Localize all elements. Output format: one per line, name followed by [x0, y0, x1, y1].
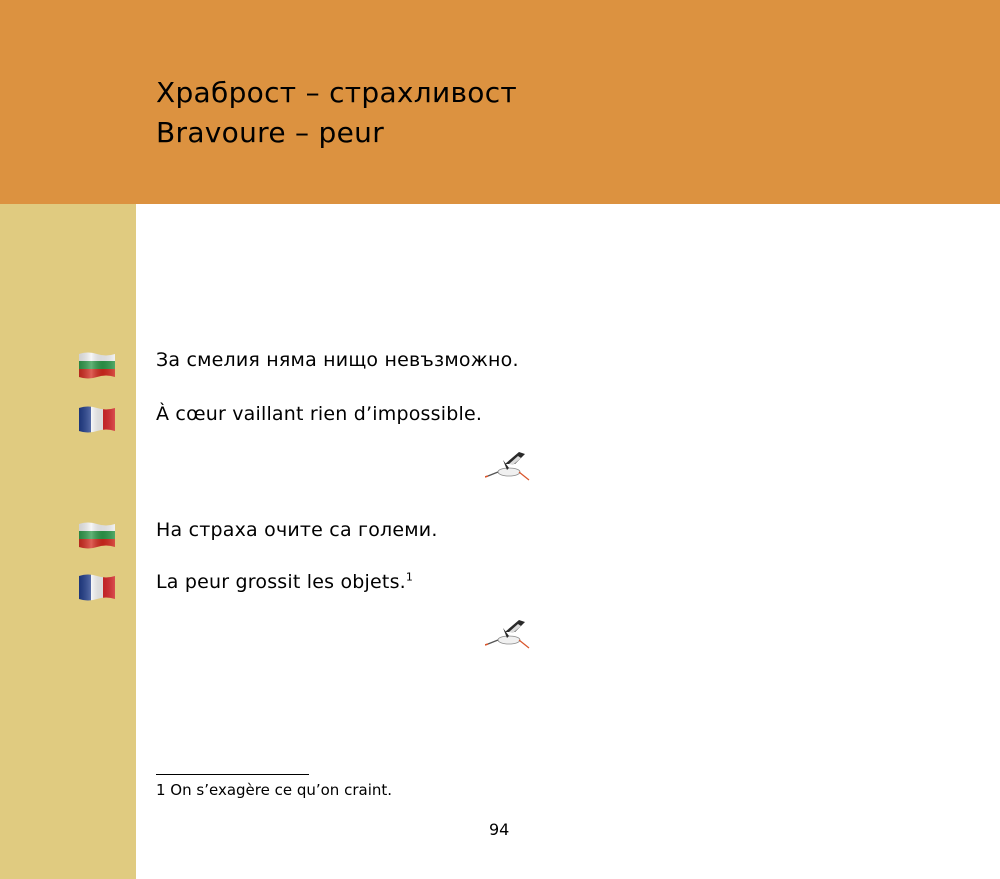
footnote-divider: [156, 774, 309, 775]
proverb-1-french: À cœur vaillant rien d’impossible.: [156, 403, 483, 425]
french-flag-icon: [78, 405, 116, 433]
chapter-title-bulgarian: Храброст – страхливост: [156, 76, 518, 109]
footnote-reference[interactable]: 1: [405, 570, 414, 584]
stork-icon: [485, 450, 533, 486]
chapter-header: [0, 0, 1000, 204]
stork-icon: [485, 618, 533, 654]
bulgarian-flag-icon: [78, 521, 116, 549]
footnote-text: 1 On s’exagère ce qu’on craint.: [156, 781, 393, 799]
chapter-title-french: Bravoure – peur: [156, 116, 385, 149]
french-flag-icon: [78, 573, 116, 601]
proverb-2-french: [156, 571, 413, 593]
proverb-1-bulgarian: За смелия няма нищо невъзможно.: [156, 349, 519, 371]
page-number-text: 94: [489, 820, 510, 839]
proverb-2-bulgarian: На страха очите са големи.: [156, 519, 438, 541]
proverb-2-french-text: La peur grossit les objets.: [156, 571, 406, 593]
bulgarian-flag-icon: [78, 351, 116, 379]
